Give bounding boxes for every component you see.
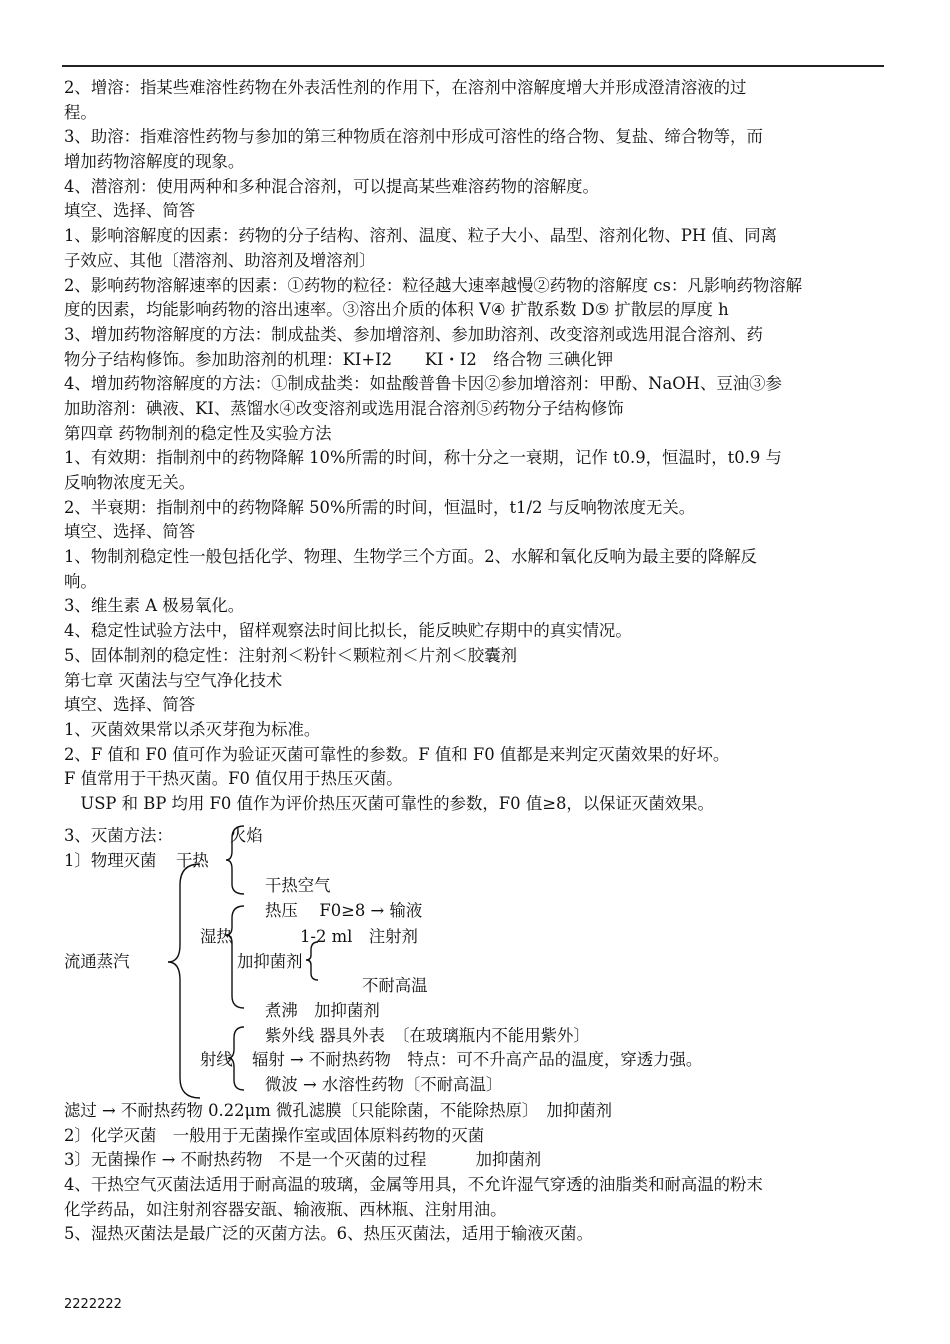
chapter-heading: 第四章 药物制剂的稳定性及实验方法 xyxy=(64,423,332,443)
text-line: 4、潜溶剂：使用两种和多种混合溶剂，可以提高某些难溶药物的溶解度。 xyxy=(64,176,599,196)
dry-air-label: 干热空气 xyxy=(265,876,331,895)
moist-heat-brace xyxy=(226,906,244,1008)
not-heat-resistant-label: 不耐高温 xyxy=(362,976,428,995)
moist-heat-label: 湿热 xyxy=(200,927,233,946)
section-heading: 填空、选择、简答 xyxy=(64,522,196,542)
dry-heat-brace xyxy=(226,826,244,894)
uv-label: 紫外线 器具外表 〔在玻璃瓶内不能用紫外〕 xyxy=(265,1026,590,1045)
flame-label: 火焰 xyxy=(230,826,263,845)
text-line: 1、影响溶解度的因素：药物的分子结构、溶剂、温度、粒子大小、晶型、溶剂化物、PH 值、同离 xyxy=(64,226,777,246)
document-body-continued xyxy=(64,1099,886,1247)
radiation-brace xyxy=(228,1027,244,1090)
method-title: 3、灭菌方法： xyxy=(64,826,173,845)
text-line: 1、物制剂稳定性一般包括化学、物理、生物学三个方面。2、水解和氧化反响为最主要的降解反 xyxy=(64,547,757,567)
dry-heat-label: 干热 xyxy=(176,851,209,870)
autoclave-label: 热压 F0≥8 → 输液 xyxy=(265,901,423,920)
text-line: 子效应、其他〔潜溶剂、助溶剂及增溶剂〕 xyxy=(64,250,376,270)
text-line: 化学药品，如注射剂容器安瓿、输液瓶、西林瓶、注射用油。 xyxy=(64,1199,507,1219)
text-line: 4、干热空气灭菌法适用于耐高温的玻璃，金属等用具，不允许湿气穿透的油脂类和耐高温的粉末 xyxy=(64,1175,763,1195)
text-line: 3、增加药物溶解度的方法：制成盐类、参加增溶剂、参加助溶剂、改变溶剂或选用混合溶剂、药 xyxy=(64,324,763,344)
physical-label: 1〕物理灭菌 xyxy=(64,851,157,870)
outer-brace xyxy=(168,864,200,1098)
text-line: 程。 xyxy=(64,102,97,122)
ray-label: 射线 xyxy=(200,1050,233,1069)
bacteriostat-brace xyxy=(306,942,318,980)
text-line: 5、固体制剂的稳定性：注射剂＜粉针＜颗粒剂＜片剂＜胶囊剂 xyxy=(64,645,517,665)
text-line: 2、增溶：指某些难溶性药物在外表活性剂的作用下，在溶剂中溶解度增大并形成澄清溶液的过 xyxy=(64,78,747,97)
page-footer: 2222222 xyxy=(64,1297,122,1312)
text-line: 2、影响药物溶解速率的因素：①药物的粒径：粒径越大速率越慢②药物的溶解度 cs：凡影响药物溶解 xyxy=(64,275,803,295)
text-line: 物分子结构修饰。参加助溶剂的机理：KI+I2 KI・I2 络合物 三碘化钾 xyxy=(64,349,614,369)
text-line: 3、助溶：指难溶性药物与参加的第三种物质在溶剂中形成可溶性的络合物、复盐、缔合物等，而 xyxy=(64,127,763,147)
microwave-label: 微波 → 水溶性药物〔不耐高温〕 xyxy=(265,1075,503,1094)
text-line: 增加药物溶解度的现象。 xyxy=(64,152,245,172)
section-heading: 填空、选择、简答 xyxy=(64,201,196,221)
text-line: 3、维生素 A 极易氧化。 xyxy=(64,596,245,616)
text-line: 4、稳定性试验方法中，留样观察法时间比拟长，能反映贮存期中的真实情况。 xyxy=(64,621,632,641)
radiation-label: 辐射 → 不耐热药物 特点：可不升高产品的温度，穿透力强。 xyxy=(252,1050,703,1069)
text-line: 5、湿热灭菌法是最广泛的灭菌方法。6、热压灭菌法，适用于输液灭菌。 xyxy=(64,1224,593,1244)
document-body xyxy=(64,76,886,817)
text-line: 反响物浓度无关。 xyxy=(64,473,196,492)
section-heading: 填空、选择、简答 xyxy=(64,695,196,715)
text-line: 4、增加药物溶解度的方法：①制成盐类：如盐酸普鲁卡因②参加增溶剂：甲酚、NaOH、豆油③参 xyxy=(64,374,782,394)
header-rule xyxy=(62,65,884,67)
text-line: 1、灭菌效果常以杀灭芽孢为标准。 xyxy=(64,719,321,739)
text-line: USP 和 BP 均用 F0 值作为评价热压灭菌可靠性的参数，F0 值≥8，以保证灭菌效果。 xyxy=(64,793,714,813)
text-line: 1、有效期：指制剂中的药物降解 10%所需的时间，称十分之一衰期，记作 t0.9，恒温时，t0.9 与 xyxy=(64,448,782,468)
chapter-heading: 第七章 灭菌法与空气净化技术 xyxy=(64,670,283,690)
text-line: 滤过 → 不耐热药物 0.22μm 微孔滤膜〔只能除菌，不能除热原〕 加抑菌剂 xyxy=(64,1101,612,1120)
text-line: 加助溶剂：碘液、KI、蒸馏水④改变溶剂或选用混合溶剂⑤药物分子结构修饰 xyxy=(64,398,624,418)
text-line: 3〕无菌操作 → 不耐热药物 不是一个灭菌的过程 加抑菌剂 xyxy=(64,1150,542,1170)
text-line: F 值常用于干热灭菌。F0 值仅用于热压灭菌。 xyxy=(64,769,403,789)
text-line: 度的因素，均能影响药物的溶出速率。③溶出介质的体积 V④ 扩散系数 D⑤ 扩散层的厚度 h xyxy=(64,300,729,320)
text-line: 2、F 值和 F0 值可作为验证灭菌可靠性的参数。F 值和 F0 值都是来判定灭菌效果的好坏。 xyxy=(64,744,730,764)
text-line: 响。 xyxy=(64,571,97,591)
bacteriostat-label: 加抑菌剂 xyxy=(237,952,303,971)
flowing-steam-label: 流通蒸汽 xyxy=(64,952,130,971)
text-line: 2、半衰期：指制剂中的药物降解 50%所需的时间，恒温时，t1/2 与反响物浓度无关。 xyxy=(64,497,696,517)
boiling-label: 煮沸 加抑菌剂 xyxy=(265,1001,380,1020)
text-line: 2〕化学灭菌 一般用于无菌操作室或固体原料药物的灭菌 xyxy=(64,1125,485,1145)
volume-label: 1-2 ml 注射剂 xyxy=(300,927,418,946)
